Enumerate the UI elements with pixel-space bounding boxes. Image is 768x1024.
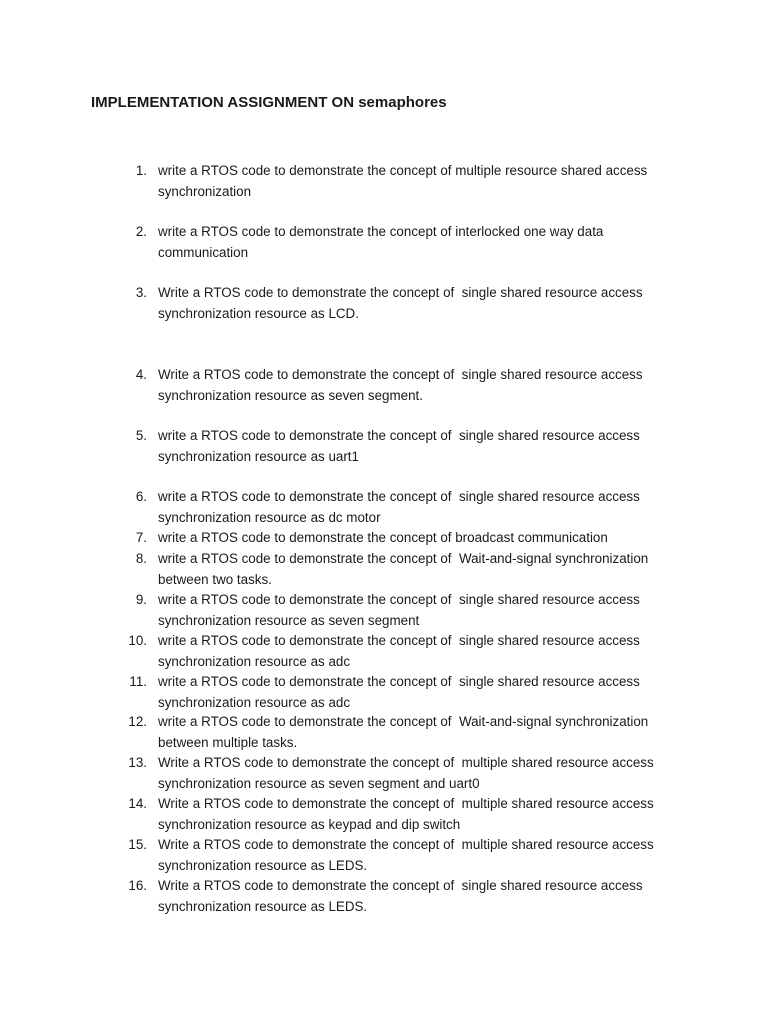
item-text: Write a RTOS code to demonstrate the concept of multiple shared resource access synchronization resource as keypad and dip switch [158,796,654,832]
item-number: 1. [135,163,147,178]
item-number: 3. [135,285,147,300]
item-text: write a RTOS code to demonstrate the concept of interlocked one way data communication [158,224,604,260]
item-number: 8. [135,551,147,566]
item-text: write a RTOS code to demonstrate the concept of single shared resource access synchronization resource as dc motor [158,489,640,525]
item-text: write a RTOS code to demonstrate the concept of Wait-and-signal synchronization between multiple tasks. [158,714,649,750]
item-number: 5. [135,428,147,443]
item-text: write a RTOS code to demonstrate the concept of multiple resource shared access synchronization [158,163,648,199]
item-number: 16. [128,878,147,893]
item-text: Write a RTOS code to demonstrate the concept of multiple shared resource access synchronization resource as seven segment and uart0 [158,755,654,791]
item-text: write a RTOS code to demonstrate the concept of Wait-and-signal synchronization between two tasks. [158,551,649,587]
item-number: 7. [135,530,147,545]
item-number: 10. [128,633,147,648]
item-number: 14. [128,796,147,811]
item-text: Write a RTOS code to demonstrate the concept of single shared resource access synchronization resource as LCD. [158,285,643,321]
item-text: write a RTOS code to demonstrate the concept of single shared resource access synchronization resource as seven segment [158,592,640,628]
item-text: Write a RTOS code to demonstrate the concept of single shared resource access synchronization resource as seven segment. [158,367,643,403]
item-number: 4. [135,367,147,382]
item-text: Write a RTOS code to demonstrate the concept of multiple shared resource access synchronization resource as LEDS. [158,837,654,873]
item-number: 2. [135,224,147,239]
item-text: write a RTOS code to demonstrate the concept of single shared resource access synchronization resource as adc [158,633,640,669]
item-text: write a RTOS code to demonstrate the concept of single shared resource access synchronization resource as adc [158,674,640,710]
item-number: 6. [135,489,147,504]
document-title: IMPLEMENTATION ASSIGNMENT ON semaphores [91,94,447,111]
item-text: write a RTOS code to demonstrate the concept of single shared resource access synchronization resource as uart1 [158,428,640,464]
item-text: write a RTOS code to demonstrate the concept of broadcast communication [158,530,608,545]
item-number: 11. [129,674,147,689]
item-number: 9. [135,592,147,607]
item-number: 15. [128,837,147,852]
item-text: Write a RTOS code to demonstrate the concept of single shared resource access synchronization resource as LEDS. [158,878,643,914]
item-number: 13. [128,755,147,770]
item-number: 12. [128,714,147,729]
